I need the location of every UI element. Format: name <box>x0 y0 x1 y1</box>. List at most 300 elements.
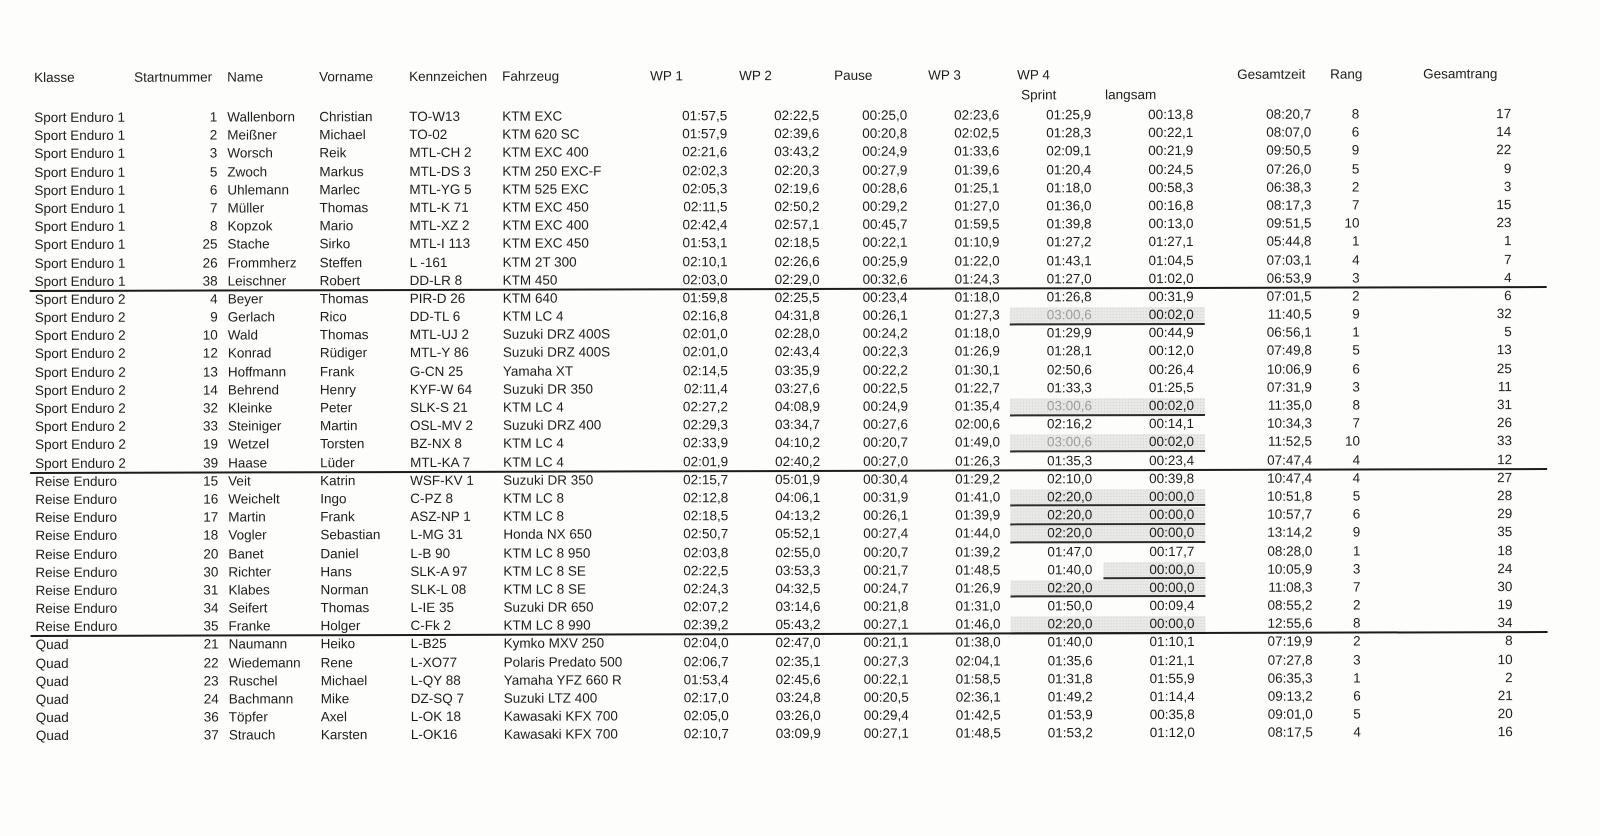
cell-rang: 7 <box>1351 197 1360 213</box>
cell-fahrzeug: Suzuki DRZ 400S <box>502 326 611 343</box>
cell-kennzeichen: L -161 <box>409 254 448 270</box>
cell-wp3: 01:18,0 <box>954 325 1000 341</box>
cell-startnummer: 39 <box>203 455 219 471</box>
cell-wp2: 02:55,0 <box>775 544 821 560</box>
column-header-name: Name <box>227 69 264 85</box>
cell-gesamtzeit: 11:40,5 <box>1267 306 1312 322</box>
cell-gesamtrang: 17 <box>1496 106 1512 122</box>
cell-sprint: 01:50,0 <box>1047 598 1093 614</box>
cell-sprint: 01:39,8 <box>1046 216 1092 232</box>
cell-langsam: 00:00,0 <box>1149 579 1195 595</box>
cell-klasse: Quad <box>35 710 69 726</box>
cell-vorname: Sirko <box>319 236 351 252</box>
cell-pause: 00:27,1 <box>863 616 909 633</box>
cell-startnummer: 3 <box>209 145 218 161</box>
cell-wp1: 02:29,3 <box>682 417 729 433</box>
cell-klasse: Sport Enduro 2 <box>34 291 126 307</box>
cell-kennzeichen: MTL-DS 3 <box>409 163 471 179</box>
cell-gesamtzeit: 08:55,2 <box>1267 597 1313 613</box>
cell-name: Richter <box>228 564 272 580</box>
cell-gesamtrang: 26 <box>1496 415 1513 431</box>
cell-klasse: Sport Enduro 2 <box>34 364 126 380</box>
cell-name: Meißner <box>227 127 277 143</box>
cell-wp1: 02:24,3 <box>683 581 729 597</box>
cell-gesamtzeit: 07:47,4 <box>1267 452 1313 468</box>
cell-startnummer: 9 <box>210 309 218 325</box>
cell-langsam: 01:21,1 <box>1149 652 1195 668</box>
cell-wp1: 01:59,8 <box>682 290 728 306</box>
cell-langsam: 00:17,7 <box>1149 543 1195 559</box>
cell-wp1: 02:33,9 <box>682 435 729 451</box>
cell-klasse: Sport Enduro 2 <box>35 418 126 435</box>
cell-fahrzeug: KTM 640 <box>502 290 558 306</box>
cell-wp2: 02:35,1 <box>775 653 821 669</box>
cell-wp2: 03:26,0 <box>775 708 821 724</box>
cell-rang: 3 <box>1352 379 1360 395</box>
cell-kennzeichen: MTL-I 113 <box>409 236 471 252</box>
cell-pause: 00:27,3 <box>863 653 909 669</box>
cell-startnummer: 10 <box>202 327 218 343</box>
cell-vorname: Christian <box>319 109 373 125</box>
cell-wp2: 02:50,2 <box>774 198 820 215</box>
column-subheader-langsam: langsam <box>1105 87 1157 103</box>
cell-gesamtrang: 31 <box>1496 397 1512 413</box>
cell-vorname: Norman <box>320 582 369 598</box>
cell-gesamtzeit: 09:13,2 <box>1267 688 1313 704</box>
cell-vorname: Thomas <box>319 327 369 343</box>
cell-gesamtrang: 14 <box>1496 124 1512 140</box>
cell-pause: 00:24,9 <box>862 144 908 160</box>
cell-wp2: 05:43,2 <box>775 617 821 633</box>
cell-wp3: 01:22,7 <box>954 380 1000 396</box>
cell-wp1: 01:53,1 <box>682 235 728 251</box>
column-header-gesamtrang: Gesamtrang <box>1423 66 1498 82</box>
cell-vorname: Martin <box>319 418 358 434</box>
cell-wp3: 02:04,1 <box>955 653 1001 669</box>
cell-sprint: 01:29,9 <box>1046 325 1092 341</box>
cell-name: Leischner <box>227 273 287 289</box>
cell-name: Wetzel <box>228 436 270 452</box>
cell-kennzeichen: L-B 90 <box>410 545 451 561</box>
cell-startnummer: 4 <box>210 291 218 307</box>
cell-name: Gerlach <box>227 309 276 325</box>
cell-fahrzeug: KTM LC 8 SE <box>503 581 586 597</box>
cell-startnummer: 2 <box>209 127 218 143</box>
cell-gesamtzeit: 11:35,0 <box>1267 397 1312 413</box>
cell-pause: 00:22,5 <box>862 380 908 396</box>
cell-sprint: 01:28,1 <box>1046 343 1092 359</box>
cell-wp1: 02:12,8 <box>683 490 729 506</box>
cell-startnummer: 8 <box>209 218 218 234</box>
cell-gesamtzeit: 08:07,0 <box>1266 124 1312 140</box>
cell-gesamtrang: 18 <box>1497 542 1513 558</box>
cell-gesamtrang: 27 <box>1497 469 1513 485</box>
cell-gesamtrang: 20 <box>1497 706 1513 722</box>
cell-fahrzeug: Kymko MXV 250 <box>503 635 605 652</box>
cell-rang: 4 <box>1352 252 1360 268</box>
cell-rang: 10 <box>1345 433 1361 449</box>
cell-name: Beyer <box>227 291 263 307</box>
cell-klasse: Reise Enduro <box>35 564 118 580</box>
cell-name: Frommherz <box>227 254 297 270</box>
cell-klasse: Sport Enduro 1 <box>34 182 126 198</box>
cell-gesamtrang: 22 <box>1496 142 1512 158</box>
cell-rang: 2 <box>1351 179 1360 195</box>
cell-pause: 00:26,1 <box>863 507 909 523</box>
cell-langsam: 01:02,0 <box>1148 270 1194 286</box>
cell-rang: 8 <box>1351 106 1360 122</box>
cell-wp1: 02:39,2 <box>683 617 729 633</box>
cell-gesamtzeit: 10:57,7 <box>1267 506 1313 522</box>
cell-langsam: 01:27,1 <box>1148 234 1194 250</box>
cell-gesamtzeit: 10:05,9 <box>1267 561 1313 577</box>
cell-klasse: Reise Enduro <box>35 546 118 562</box>
cell-vorname: Holger <box>320 618 361 634</box>
cell-wp2: 02:29,0 <box>774 271 820 287</box>
cell-wp2: 03:27,6 <box>774 380 820 396</box>
cell-rang: 7 <box>1352 579 1361 595</box>
cell-langsam: 00:44,9 <box>1148 325 1194 341</box>
cell-fahrzeug: KTM LC 4 <box>503 435 564 452</box>
cell-name: Klabes <box>228 582 270 598</box>
cell-sprint: 01:36,0 <box>1046 198 1092 214</box>
cell-sprint: 02:20,0 <box>1047 525 1093 541</box>
cell-wp3: 01:18,0 <box>954 289 1000 305</box>
cell-vorname: Rene <box>320 654 353 670</box>
cell-wp2: 02:18,5 <box>774 235 820 251</box>
cell-rang: 5 <box>1353 706 1361 722</box>
cell-vorname: Katrin <box>320 472 356 489</box>
cell-gesamtrang: 7 <box>1504 251 1512 267</box>
column-header-pause: Pause <box>834 67 873 83</box>
cell-kennzeichen: MTL-Y 86 <box>409 345 469 361</box>
cell-gesamtzeit: 07:27,8 <box>1267 652 1313 668</box>
cell-name: Müller <box>227 200 265 216</box>
cell-startnummer: 12 <box>202 345 218 362</box>
cell-rang: 1 <box>1352 543 1361 559</box>
cell-klasse: Sport Enduro 1 <box>34 237 126 253</box>
cell-wp1: 02:03,0 <box>682 271 728 287</box>
cell-vorname: Robert <box>319 272 361 288</box>
cell-klasse: Sport Enduro 1 <box>34 109 126 126</box>
cell-pause: 00:24,7 <box>863 580 909 596</box>
cell-gesamtrang: 19 <box>1497 597 1513 613</box>
cell-langsam: 00:58,3 <box>1148 179 1194 195</box>
cell-fahrzeug: KTM 250 EXC-F <box>502 163 602 179</box>
cell-wp3: 01:27,3 <box>954 307 1000 323</box>
cell-pause: 00:27,9 <box>862 162 908 178</box>
cell-startnummer: 30 <box>203 564 219 580</box>
cell-langsam: 00:00,0 <box>1149 507 1195 523</box>
column-header-kennzeichen: Kennzeichen <box>409 68 488 85</box>
cell-gesamtzeit: 08:28,0 <box>1267 543 1313 559</box>
cell-langsam: 00:00,0 <box>1149 488 1195 505</box>
cell-kennzeichen: MTL-XZ 2 <box>409 217 470 234</box>
cell-gesamtzeit: 06:56,1 <box>1266 324 1312 341</box>
cell-sprint: 01:25,9 <box>1046 107 1092 123</box>
cell-fahrzeug: KTM LC 8 <box>503 490 564 506</box>
cell-name: Wiedemann <box>228 654 301 671</box>
cell-rang: 5 <box>1351 161 1360 177</box>
cell-wp2: 02:57,1 <box>774 217 820 233</box>
cell-fahrzeug: KTM LC 4 <box>503 454 564 470</box>
column-header-wp4: WP 4 <box>1017 67 1050 83</box>
cell-gesamtrang: 3 <box>1503 178 1512 194</box>
cell-gesamtrang: 8 <box>1505 633 1513 649</box>
cell-wp3: 01:49,0 <box>954 434 1001 450</box>
cell-wp1: 02:14,5 <box>682 362 728 378</box>
cell-fahrzeug: KTM EXC 450 <box>502 199 589 215</box>
cell-fahrzeug: KTM LC 8 990 <box>503 617 591 634</box>
cell-wp1: 02:18,5 <box>683 508 729 524</box>
cell-pause: 00:21,8 <box>863 598 909 614</box>
cell-klasse: Quad <box>35 655 69 671</box>
cell-name: Kleinke <box>227 400 273 416</box>
cell-wp1: 02:03,8 <box>683 544 729 560</box>
cell-name: Wallenborn <box>227 109 296 125</box>
cell-rang: 1 <box>1352 324 1360 340</box>
cell-gesamtzeit: 12:55,6 <box>1267 615 1313 632</box>
cell-vorname: Frank <box>320 509 355 525</box>
cell-wp1: 02:01,0 <box>682 326 728 342</box>
cell-wp1: 02:10,1 <box>682 253 728 269</box>
cell-fahrzeug: Suzuki DRZ 400 <box>502 417 602 433</box>
cell-kennzeichen: BZ-NX 8 <box>410 436 462 452</box>
cell-gesamtrang: 16 <box>1497 724 1513 740</box>
cell-kennzeichen: KYF-W 64 <box>409 381 473 397</box>
cell-wp3: 01:48,5 <box>955 725 1001 741</box>
cell-klasse: Sport Enduro 1 <box>34 200 126 216</box>
cell-gesamtrang: 33 <box>1497 433 1513 449</box>
cell-vorname: Hans <box>320 563 352 579</box>
cell-vorname: Markus <box>319 163 364 179</box>
cell-kennzeichen: MTL-YG 5 <box>409 181 472 197</box>
cell-pause: 00:22,2 <box>862 362 908 378</box>
cell-klasse: Reise Enduro <box>35 600 118 617</box>
cell-sprint: 02:10,0 <box>1047 470 1093 487</box>
cell-gesamtzeit: 06:53,9 <box>1266 270 1312 286</box>
cell-name: Uhlemann <box>227 182 289 198</box>
cell-wp3: 01:39,9 <box>955 507 1001 523</box>
cell-wp2: 02:19,6 <box>774 180 820 196</box>
cell-fahrzeug: Suzuki DR 650 <box>503 599 594 615</box>
cell-sprint: 01:27,0 <box>1046 270 1092 287</box>
cell-rang: 2 <box>1352 597 1361 613</box>
cell-wp3: 02:00,6 <box>954 416 1001 432</box>
cell-kennzeichen: SLK-S 21 <box>409 399 468 416</box>
cell-wp3: 01:26,9 <box>955 580 1001 596</box>
cell-rang: 6 <box>1352 361 1360 377</box>
cell-gesamtzeit: 09:51,5 <box>1266 215 1312 231</box>
cell-klasse: Sport Enduro 1 <box>34 218 126 235</box>
cell-wp1: 02:50,7 <box>683 526 729 542</box>
cell-startnummer: 5 <box>209 164 218 180</box>
column-subheader-sprint: Sprint <box>1021 87 1057 103</box>
cell-langsam: 01:04,5 <box>1148 252 1194 268</box>
cell-pause: 00:20,8 <box>862 125 908 142</box>
column-header-rang: Rang <box>1330 66 1363 82</box>
cell-wp1: 01:53,4 <box>683 672 729 688</box>
cell-kennzeichen: DZ-SQ 7 <box>410 690 465 707</box>
cell-klasse: Sport Enduro 1 <box>34 146 126 162</box>
cell-startnummer: 7 <box>209 200 218 216</box>
cell-sprint: 02:20,0 <box>1047 580 1093 596</box>
cell-wp1: 02:27,2 <box>682 399 728 415</box>
cell-name: Strauch <box>228 727 276 743</box>
cell-gesamtrang: 21 <box>1497 688 1513 704</box>
cell-gesamtzeit: 10:34,3 <box>1266 415 1313 431</box>
cell-klasse: Quad <box>35 728 69 744</box>
cell-name: Vogler <box>228 527 267 543</box>
cell-name: Franke <box>228 618 271 634</box>
cell-fahrzeug: Kawasaki KFX 700 <box>503 726 618 743</box>
cell-wp1: 02:22,5 <box>683 562 729 578</box>
cell-kennzeichen: L-OK16 <box>410 727 458 743</box>
cell-rang: 8 <box>1353 615 1361 631</box>
cell-gesamtrang: 23 <box>1496 215 1512 231</box>
cell-gesamtrang: 35 <box>1497 524 1513 540</box>
cell-sprint: 01:49,2 <box>1047 689 1093 705</box>
cell-gesamtzeit: 08:20,7 <box>1266 106 1312 122</box>
cell-wp2: 02:22,5 <box>774 107 820 124</box>
cell-vorname: Sebastian <box>320 527 381 543</box>
cell-startnummer: 13 <box>202 364 218 380</box>
cell-startnummer: 22 <box>203 655 219 671</box>
cell-name: Martin <box>228 509 266 525</box>
cell-startnummer: 23 <box>203 673 219 689</box>
cell-kennzeichen: DD-TL 6 <box>409 308 461 325</box>
cell-kennzeichen: MTL-UJ 2 <box>409 327 470 343</box>
cell-wp2: 03:09,9 <box>775 726 821 742</box>
cell-wp2: 02:47,0 <box>775 635 821 651</box>
cell-name: Töpfer <box>228 709 268 725</box>
cell-gesamtrang: 4 <box>1504 269 1512 285</box>
cell-gesamtzeit: 10:47,4 <box>1267 470 1313 486</box>
cell-fahrzeug: KTM LC 8 SE <box>503 563 586 579</box>
cell-sprint: 01:35,3 <box>1047 452 1093 468</box>
cell-name: Banet <box>228 545 264 561</box>
cell-gesamtrang: 25 <box>1496 360 1512 376</box>
cell-wp2: 02:40,2 <box>775 453 821 469</box>
cell-wp3: 01:26,9 <box>954 343 1000 360</box>
cell-sprint: 02:09,1 <box>1046 143 1092 159</box>
cell-startnummer: 31 <box>203 582 219 598</box>
cell-wp2: 02:20,3 <box>774 162 820 178</box>
cell-klasse: Sport Enduro 2 <box>34 346 126 362</box>
cell-wp3: 01:22,0 <box>954 252 1000 269</box>
cell-langsam: 01:12,0 <box>1149 725 1195 741</box>
cell-wp3: 01:27,0 <box>954 198 1000 214</box>
cell-rang: 5 <box>1352 342 1360 358</box>
cell-kennzeichen: SLK-A 97 <box>410 563 468 579</box>
cell-sprint: 01:31,8 <box>1047 671 1093 687</box>
cell-wp2: 04:06,1 <box>775 489 821 506</box>
cell-name: Steiniger <box>227 418 282 434</box>
cell-startnummer: 33 <box>202 418 219 434</box>
column-header-startnummer: Startnummer <box>134 69 213 85</box>
cell-startnummer: 19 <box>203 436 219 452</box>
cell-klasse: Sport Enduro 2 <box>34 382 126 398</box>
cell-vorname: Torsten <box>320 436 365 452</box>
cell-gesamtzeit: 07:03,1 <box>1266 252 1312 268</box>
cell-fahrzeug: KTM 2T 300 <box>502 254 577 270</box>
cell-gesamtrang: 15 <box>1496 197 1512 213</box>
cell-gesamtzeit: 07:01,5 <box>1266 288 1312 304</box>
cell-wp3: 01:29,2 <box>955 471 1001 487</box>
cell-gesamtzeit: 08:17,3 <box>1266 197 1312 213</box>
cell-kennzeichen: L-QY 88 <box>410 672 461 688</box>
cell-fahrzeug: Yamaha YFZ 660 R <box>503 672 622 688</box>
cell-gesamtzeit: 05:44,8 <box>1266 233 1312 250</box>
cell-langsam: 00:00,0 <box>1149 525 1195 541</box>
cell-vorname: Thomas <box>320 600 370 616</box>
cell-wp1: 02:21,6 <box>682 144 728 160</box>
cell-wp2: 03:34,7 <box>774 417 821 433</box>
cell-fahrzeug: KTM EXC 400 <box>502 144 589 161</box>
cell-langsam: 01:55,9 <box>1149 670 1195 686</box>
cell-wp3: 01:10,9 <box>954 234 1000 250</box>
cell-langsam: 00:31,9 <box>1148 288 1194 304</box>
cell-langsam: 00:02,0 <box>1148 434 1195 450</box>
cell-wp3: 01:44,0 <box>955 525 1001 541</box>
cell-wp2: 02:45,6 <box>775 671 821 687</box>
cell-name: Naumann <box>228 636 288 652</box>
cell-wp3: 01:48,5 <box>955 562 1001 578</box>
cell-klasse: Reise Enduro <box>35 582 118 598</box>
cell-sprint: 02:16,2 <box>1046 416 1093 432</box>
cell-wp3: 01:58,5 <box>955 671 1001 687</box>
cell-pause: 00:20,5 <box>863 689 909 705</box>
cell-wp3: 01:42,5 <box>955 707 1001 723</box>
cell-startnummer: 37 <box>203 727 219 743</box>
cell-rang: 6 <box>1352 506 1361 522</box>
cell-name: Stache <box>227 236 270 252</box>
cell-klasse: Reise Enduro <box>35 619 118 635</box>
cell-pause: 00:26,1 <box>862 307 908 323</box>
cell-vorname: Frank <box>319 363 355 379</box>
cell-wp1: 02:05,3 <box>682 180 728 197</box>
cell-pause: 00:22,1 <box>862 235 908 251</box>
cell-fahrzeug: KTM LC 8 <box>503 508 565 524</box>
cell-rang: 3 <box>1352 561 1361 577</box>
cell-wp1: 02:11,4 <box>683 381 728 397</box>
cell-rang: 10 <box>1344 215 1360 231</box>
cell-rang: 2 <box>1353 633 1361 649</box>
cell-startnummer: 21 <box>203 636 219 652</box>
cell-kennzeichen: L-B25 <box>410 636 447 652</box>
cell-wp1: 02:42,4 <box>682 217 728 233</box>
cell-startnummer: 34 <box>203 600 219 616</box>
cell-fahrzeug: KTM 620 SC <box>502 126 580 142</box>
cell-vorname: Karsten <box>320 727 368 743</box>
cell-startnummer: 20 <box>203 546 219 562</box>
cell-pause: 00:31,9 <box>863 489 909 505</box>
cell-startnummer: 24 <box>203 691 219 707</box>
cell-klasse: Sport Enduro 1 <box>34 164 126 180</box>
cell-pause: 00:23,4 <box>862 289 908 305</box>
cell-name: Hoffmann <box>227 363 287 380</box>
cell-wp3: 01:39,2 <box>955 543 1001 560</box>
cell-kennzeichen: C-Fk 2 <box>410 618 452 634</box>
cell-sprint: 03:00,6 <box>1046 307 1092 323</box>
cell-wp2: 03:53,3 <box>775 562 821 578</box>
cell-startnummer: 36 <box>203 709 219 725</box>
cell-wp2: 05:01,9 <box>775 471 821 487</box>
cell-langsam: 00:23,4 <box>1149 452 1195 468</box>
cell-wp3: 02:02,5 <box>954 125 1000 141</box>
cell-wp1: 01:57,9 <box>682 126 728 142</box>
cell-startnummer: 6 <box>209 182 218 198</box>
